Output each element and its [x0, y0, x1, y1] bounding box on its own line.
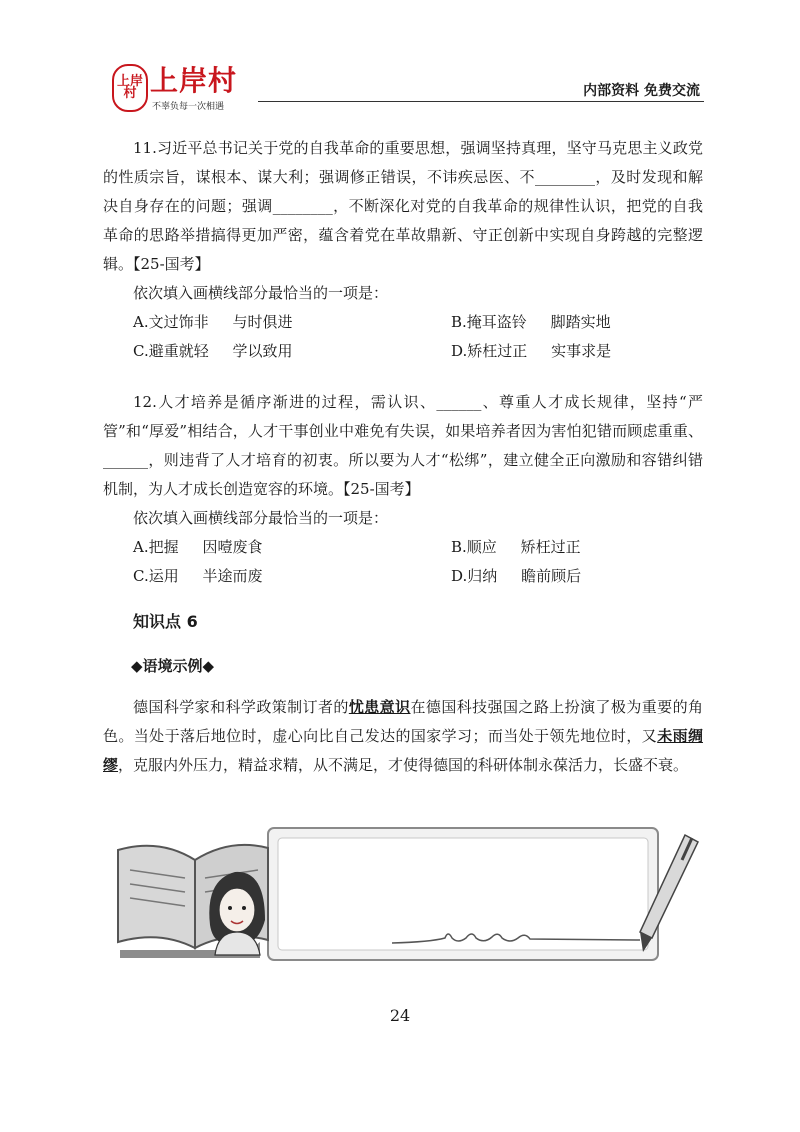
q12-option-a[interactable]: A.把握 因噎废食: [133, 538, 263, 556]
header-rule: [258, 101, 704, 102]
highlight-term-1: 忧患意识: [348, 698, 411, 716]
girl-avatar-icon: [209, 872, 265, 955]
highlight-term-2: 未雨绸缪: [103, 727, 703, 774]
q12-text-1: 12.人才培养是循序渐进的过程，需认识、: [133, 393, 437, 411]
q12-option-c[interactable]: C.运用 半途而废: [133, 567, 263, 585]
question-12-options: [103, 533, 703, 591]
q12-text-3: ，则违背了人才培育的初衷。所以要为人才“松绑”，建立健全正向激励和容错纠错机制，为人才成长创造宽容的环境。【25-国考】: [103, 451, 703, 498]
page-content: [103, 134, 703, 780]
question-11-stem: 11.习近平总书记关于党的自我革命的重要思想，强调坚持真理，坚守马克思主义政党的性质宗旨，谋根本、谋大利；强调修正错误，不讳疾忌医、不________，及时发现和解决自身存在的问题；强调________，不断深化对党的自我革命的规律性认识，把党的自我革命的思路举措搞得更加严密，蕴含着党在革故鼎新、守正创新中实现自身跨越的完整逻辑。【25-国考】: [103, 139, 703, 273]
q11-text-2: ，及时发现和解决自身存在的问题；强调: [103, 168, 703, 215]
logo-seal: 上岸村: [112, 64, 148, 112]
context-text-1: 德国科学家和科学政策制订者的: [133, 698, 349, 716]
context-text-3: ，克服内外压力，精益求精，从不满足，才使得德国的科研体制永葆活力，长盛不衰。: [118, 756, 689, 774]
logo-slogan: 不辜负每一次相遇: [152, 102, 225, 112]
q11-text-3: ，不断深化对党的自我革命的规律性认识，把党的自我革命的思路举措搞得更加严密，蕴含着党在革故鼎新、守正创新中实现自身跨越的完整逻辑。【25-国考】: [103, 197, 703, 273]
context-example-heading: ◆语境示例◆: [131, 657, 215, 675]
q12-option-d[interactable]: D.归纳 瞻前顾后: [451, 567, 582, 585]
q11-option-d[interactable]: D.矫枉过正 实事求是: [451, 342, 612, 360]
page-number: 24: [389, 1006, 411, 1025]
question-11-options: [103, 308, 703, 366]
q11-option-a[interactable]: A.文过饰非 与时俱进: [133, 313, 293, 331]
question-12-stem: 12.人才培养是循序渐进的过程，需认识、______、尊重人才成长规律，坚持“严管”和“厚爱”相结合，人才干事创业中难免有失误，如果培养者因为害怕犯错而顾虑重重、______，则违背了人才培育的初衷。所以要为人才“松绑”，建立健全正向激励和容错纠错机制，为人才成长创造宽容的环境。【25-国考】: [103, 393, 703, 498]
q11-option-b[interactable]: B.掩耳盗铃 脚踏实地: [451, 313, 611, 331]
header-note: 内部资料 免费交流: [583, 83, 700, 99]
context-text-2: 在德国科技强国之路上扮演了极为重要的角色。当处于落后地位时，虚心向比自己发达的国家学习；而当处于领先地位时，又: [103, 698, 703, 745]
question-12-prompt: 依次填入画横线部分最恰当的一项是：: [133, 509, 389, 527]
question-11-prompt: 依次填入画横线部分最恰当的一项是：: [133, 284, 389, 302]
q12-option-b[interactable]: B.顺应 矫枉过正: [451, 538, 581, 556]
q11-text-1: 11.习近平总书记关于党的自我革命的重要思想，强调坚持真理，坚守马克思主义政党的性质宗旨，谋根本、谋大利；强调修正错误，不讳疾忌医、不: [103, 139, 703, 186]
q12-text-2: 、尊重人才成长规律，坚持“严管”和“厚爱”相结合，人才干事创业中难免有失误，如果培养者因为害怕犯错而顾虑重重、: [103, 393, 703, 440]
context-example-paragraph: [103, 693, 703, 780]
logo-brand-name: 上岸村: [150, 64, 238, 97]
q11-option-c[interactable]: C.避重就轻 学以致用: [133, 342, 293, 360]
knowledge-point-title: 知识点 6: [133, 612, 198, 631]
decorative-illustration: [100, 820, 710, 970]
